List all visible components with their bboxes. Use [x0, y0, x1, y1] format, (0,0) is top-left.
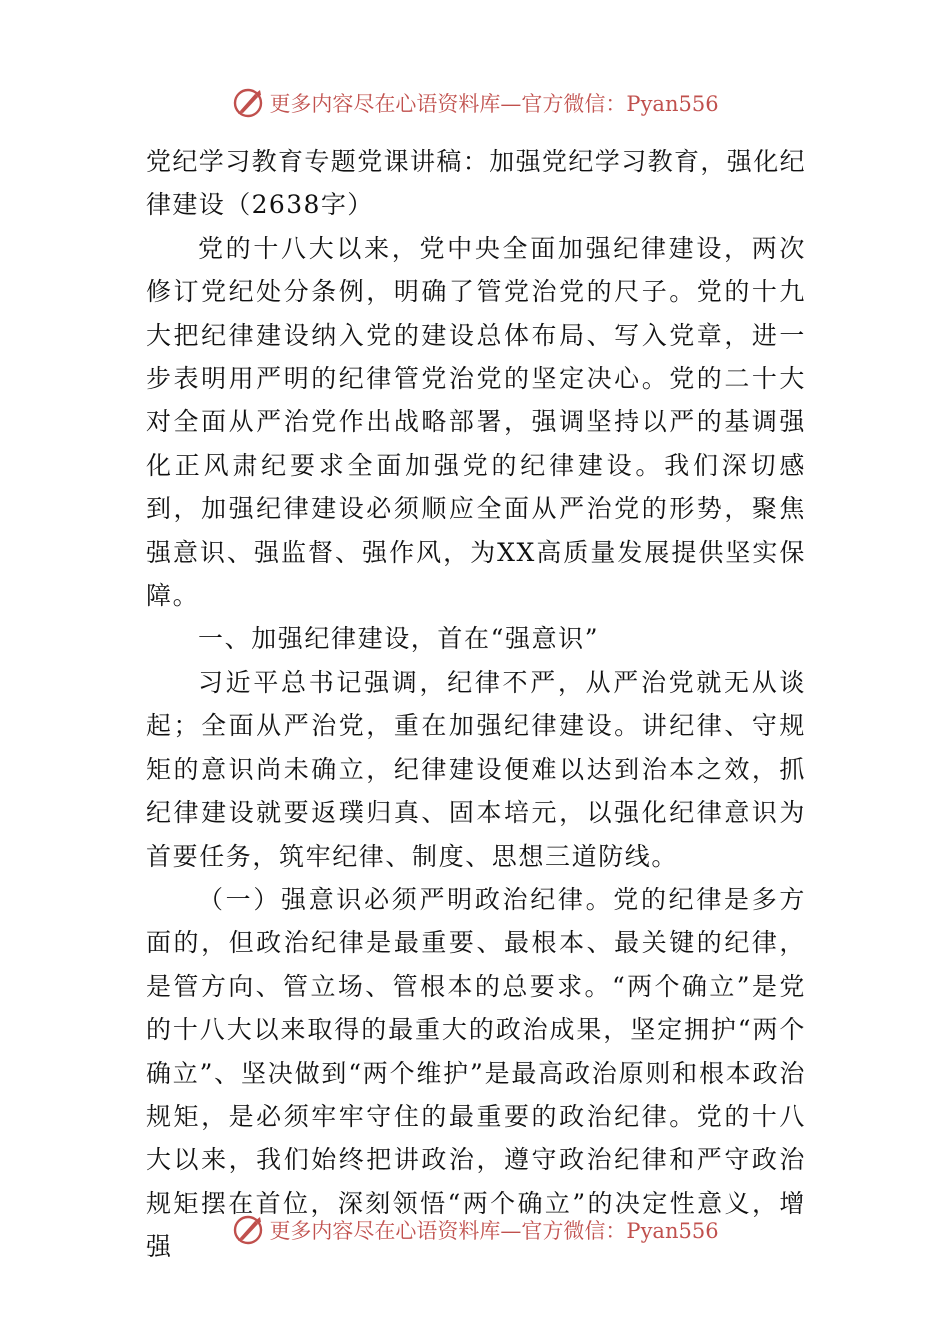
header-banner: [0, 81, 950, 125]
document-title: 党纪学习教育专题党课讲稿：加强党纪学习教育，强化纪律建设（2638字）: [146, 147, 807, 220]
section-heading-1: 一、加强纪律建设，首在“强意识”: [198, 624, 600, 654]
paragraph-intro: 党的十八大以来，党中央全面加强纪律建设，两次修订党纪处分条例，明确了管党治党的尺子。党的十九大把纪律建设纳入党的建设总体布局、写入党章，进一步表明用严明的纪律管党治党的坚定决心。党的二十大对全面从严治党作出战略部署，强调坚持以严的基调强化正风肃纪要求全面加强党的纪律建设。我们深切感到，加强纪律建设必须顺应全面从严治党的形势，聚焦强意识、强监督、强作风，为XX高质量发展提供坚实保障。: [146, 233, 806, 611]
footer-banner-text: 更多内容尽在心语资料库—官方微信：Pyan556: [269, 1219, 719, 1243]
quill-logo-icon: [231, 86, 265, 120]
quill-logo-icon: [231, 1213, 265, 1247]
paragraph-section-1: 习近平总书记强调，纪律不严，从严治党就无从谈起；全面从严治党，重在加强纪律建设。讲纪律、守规矩的意识尚未确立，纪律建设便难以达到治本之效，抓纪律建设就要返璞归真、固本培元，以强化纪律意识为首要任务，筑牢纪律、制度、思想三道防线。: [146, 667, 806, 871]
footer-banner: [0, 1208, 950, 1252]
paragraph-subsection-1: （一）强意识必须严明政治纪律。党的纪律是多方面的，但政治纪律是最重要、最根本、最关键的纪律，是管方向、管立场、管根本的总要求。“两个确立”是党的十八大以来取得的最重大的政治成果，坚定拥护“两个确立”、坚决做到“两个维护”是最高政治原则和根本政治规矩，是必须牢牢守住的最重要的政治纪律。党的十八大以来，我们始终把讲政治，遵守政治纪律和严守政治规矩摆在首位，深刻领悟“两个确立”的决定性意义，增强: [146, 884, 806, 1262]
document-body: [146, 140, 806, 1269]
header-banner-text: 更多内容尽在心语资料库—官方微信：Pyan556: [269, 92, 719, 116]
